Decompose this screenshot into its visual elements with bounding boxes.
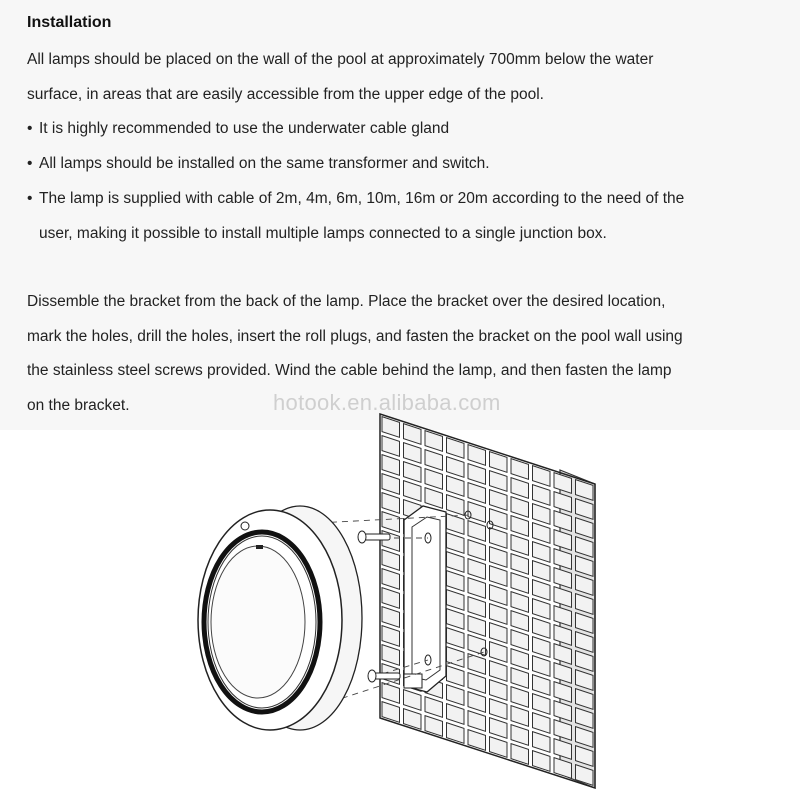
wall-tile [533,599,551,620]
wall-tile [447,685,465,706]
wall-tile [533,713,551,734]
bullet-item-3 [27,190,684,208]
wall-tile [511,535,529,556]
wall-tile [447,571,465,592]
wall-tile [447,552,465,573]
wall-tile [382,607,400,628]
paragraph-2-line-4: on the bracket. [27,397,130,414]
wall-tile [490,642,508,663]
wall-tile [404,462,422,483]
wall-tile [468,692,486,713]
wall-tile [490,623,508,644]
wall-tile [468,483,486,504]
wall-tile [447,628,465,649]
section-heading: Installation [27,14,112,31]
watermark: hotook.en.alibaba.com [273,390,501,415]
mounting-bracket [404,506,446,692]
wall-tile [490,680,508,701]
wall-tile [382,493,400,514]
wall-tile [468,673,486,694]
bullet-dot: • [27,155,33,172]
wall-tile [382,512,400,533]
bullet-item-3-text: The lamp is supplied with cable of 2m, 4m, 6m, 10m, 16m or 20m according to the need of the [39,190,685,207]
wall-tile [447,457,465,478]
paragraph-2-line-2: mark the holes, drill the holes, insert the roll plugs, and fasten the bracket on the pool wall using [27,328,683,345]
wall-tile [404,481,422,502]
wall-tile [511,478,529,499]
wall-tile [511,687,529,708]
wall-tile [511,668,529,689]
wall-tile [382,550,400,571]
wall-tile [490,566,508,587]
wall-tile [425,488,443,509]
wall-tile [404,690,422,711]
wall-tile [447,704,465,725]
wall-tile [447,590,465,611]
wall-tile [447,647,465,668]
paragraph-1-line-2: surface, in areas that are easily accessible from the upper edge of the pool. [27,86,544,103]
wall-tile [382,626,400,647]
wall-tile [382,455,400,476]
paragraph-1-line-1: All lamps should be placed on the wall of the pool at approximately 700mm below the water [27,51,654,68]
wall-tile [382,474,400,495]
wall-tile [490,490,508,511]
wall-tile [425,469,443,490]
bullet-item-2-text: All lamps should be installed on the same transformer and switch. [39,155,490,172]
wall-tile [533,656,551,677]
wall-tile [533,561,551,582]
bullet-item-1-text: It is highly recommended to use the underwater cable gland [39,120,450,137]
wall-tile [382,645,400,666]
wall-tile [490,528,508,549]
wall-tile [468,616,486,637]
wall-tile [511,611,529,632]
wall-tile [490,718,508,739]
wall-tile [468,578,486,599]
wall-tile [533,580,551,601]
paragraph-2-line-3: the stainless steel screws provided. Wind the cable behind the lamp, and then fasten the lamp [27,362,672,379]
wall-tile [447,476,465,497]
wall-tile [533,618,551,639]
wall-tile [490,471,508,492]
wall-tile [447,514,465,535]
wall-tile [468,540,486,561]
wall-tile [468,711,486,732]
wall-tile [382,683,400,704]
wall-tile [447,495,465,516]
wall-tile [447,609,465,630]
pool-lamp [198,506,362,730]
wall-tile [511,649,529,670]
lamp-logo-mark [256,545,263,549]
wall-tile [447,666,465,687]
wall-tile [468,521,486,542]
wall-tile [490,585,508,606]
wall-tile [511,592,529,613]
wall-tile [490,547,508,568]
wall-tile [382,436,400,457]
wall-tile [468,464,486,485]
bullet-dot: • [27,190,33,207]
wall-tile [382,569,400,590]
wall-tile [533,637,551,658]
bullet-item-3-continuation: user, making it possible to install multiple lamps connected to a single junction box. [39,225,607,242]
wall-tile [533,523,551,544]
bullet-item-2 [27,155,490,173]
wall-tile [533,542,551,563]
wall-tile [490,699,508,720]
wall-tile [533,694,551,715]
wall-tile [511,725,529,746]
wall-tile [511,630,529,651]
wall-tile [447,533,465,554]
wall-tile [511,497,529,518]
bullet-item-1 [27,120,449,138]
wall-tile [533,485,551,506]
wall-tile [468,559,486,580]
wall-tile [468,597,486,618]
wall-tile [490,661,508,682]
wall-tile [511,573,529,594]
wall-tile [511,516,529,537]
wall-tile [404,443,422,464]
wall-tile [425,697,443,718]
installation-diagram [0,400,800,800]
wall-tile [490,604,508,625]
bullet-dot: • [27,120,33,137]
wall-tile [533,675,551,696]
wall-tile [533,504,551,525]
paragraph-2-line-1: Dissemble the bracket from the back of the lamp. Place the bracket over the desired location, [27,293,666,310]
wall-tile [425,450,443,471]
wall-tile [382,588,400,609]
wall-tile [511,706,529,727]
wall-tile [511,554,529,575]
wall-tile [490,509,508,530]
wall-tile [533,732,551,753]
